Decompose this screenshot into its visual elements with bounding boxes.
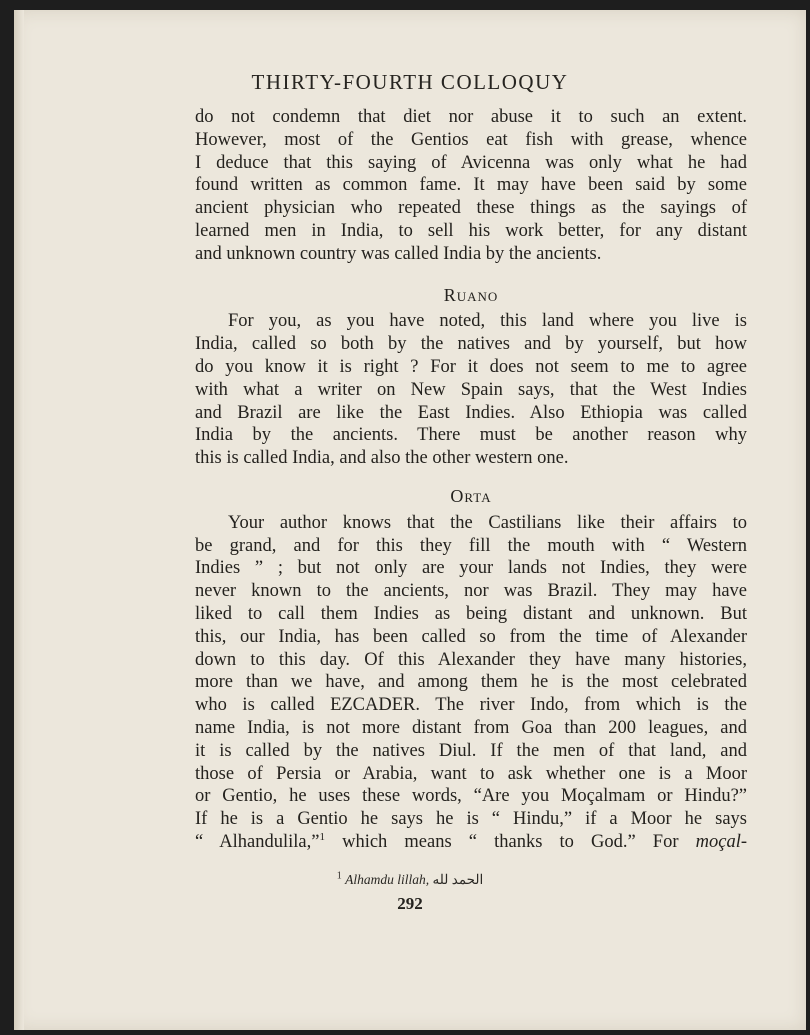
text-line: more than we have, and among them he is the most celebrated [195, 672, 747, 693]
paragraph-2 [195, 310, 747, 470]
speaker-heading-orta: Orta [450, 485, 492, 506]
book-page [14, 10, 806, 1030]
text-line: and unknown country was called India by the ancients. [195, 243, 602, 264]
footnote-transliteration: Alhamdu lillah, [345, 872, 430, 887]
text-line: be grand, and for this they fill the mouth with “ Western [195, 535, 747, 556]
text-line: For you, as you have noted, this land where you live is [228, 311, 747, 332]
text-line: India by the ancients. There must be another reason why [195, 425, 747, 446]
text-line: learned men in India, to sell his work better, for any distant [195, 220, 747, 241]
text-line: never known to the ancients, nor was Brazil. They may have [195, 581, 747, 602]
running-header: THIRTY-FOURTH COLLOQUY [251, 70, 569, 94]
text-line: or Gentio, he uses these words, “Are you Moçalmam or Hindu?” [195, 786, 747, 807]
italic-word: moçal- [695, 831, 747, 852]
text-line: Your author knows that the Castilians like their affairs to [228, 512, 747, 533]
text-line: found written as common fame. It may have been said by some [195, 175, 747, 196]
text-line: If he is a Gentio he says he is “ Hindu,” if a Moor he says [195, 809, 747, 830]
footnote-arabic-text: الحمد لله [432, 872, 484, 887]
footnote [14, 872, 806, 888]
text-line: who is called EZCADER. The river Indo, from which is the [195, 695, 747, 716]
text-fragment: “ Alhandulila,” [195, 831, 320, 852]
text-line: those of Persia or Arabia, want to ask whether one is a Moor [195, 763, 747, 784]
text-line: it is called by the natives Diul. If the men of that land, and [195, 740, 747, 761]
text-line: However, most of the Gentios eat fish with grease, whence [195, 129, 747, 150]
text-line: with what a writer on New Spain says, that the West Indies [195, 379, 747, 400]
text-line: ancient physician who repeated these things as the sayings of [195, 198, 747, 219]
text-line: this is called India, and also the other western one. [195, 448, 569, 469]
body-text [195, 106, 747, 854]
text-line: down to this day. Of this Alexander they have many histories, [195, 649, 747, 670]
text-line-final [195, 831, 747, 854]
speaker-heading-ruano: Ruano [443, 284, 499, 305]
paragraph-1 [195, 106, 747, 266]
paragraph-3 [195, 512, 747, 854]
footnote-reference-mark: 1 [319, 830, 325, 843]
text-line: do you know it is right ? For it does not seem to me to agree [195, 356, 747, 377]
footnote-mark: 1 [336, 870, 342, 882]
text-line: this, our India, has been called so from the time of Alexander [195, 626, 747, 647]
page-number: 292 [397, 894, 423, 913]
text-line: do not condemn that diet nor abuse it to such an extent. [195, 107, 747, 127]
text-line: I deduce that this saying of Avicenna was only what he had [195, 152, 747, 173]
text-line: and Brazil are like the East Indies. Also Ethiopia was called [195, 402, 747, 423]
text-line: India, called so both by the natives and by yourself, but how [195, 334, 747, 355]
text-fragment: which means “ thanks to God.” For [324, 831, 696, 852]
text-line: liked to call them Indies as being distant and unknown. But [195, 603, 747, 624]
text-line: Indies ” ; but not only are your lands not Indies, they were [195, 558, 747, 579]
text-line: name India, is not more distant from Goa than 200 leagues, and [195, 717, 747, 738]
